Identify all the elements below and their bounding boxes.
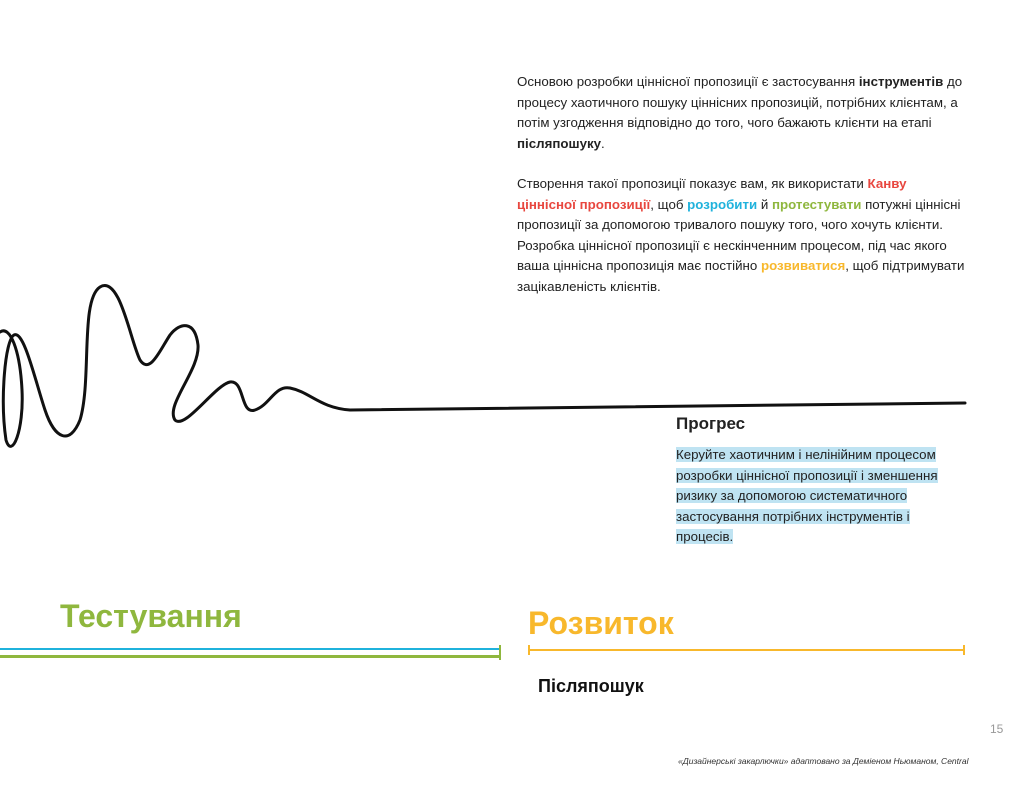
text-test: протестувати bbox=[771, 196, 862, 212]
progress-title: Прогрес bbox=[676, 414, 746, 433]
text-design: розробити bbox=[687, 196, 758, 212]
text: Створення такої пропозиції показує вам, як використати bbox=[517, 176, 868, 191]
text-evolve: розвиватися bbox=[760, 258, 846, 273]
text-canvas: Канву ціннісної пропозиції bbox=[517, 176, 907, 212]
text: , щоб підтримувати зацікавленість клієнтів. bbox=[517, 258, 965, 294]
text: Основою розробки ціннісної пропозиції є застосування bbox=[517, 74, 859, 89]
testing-line-endcap bbox=[499, 645, 501, 660]
text: , щоб bbox=[650, 196, 688, 212]
testing-blue-line bbox=[0, 648, 500, 650]
progress-text bbox=[676, 445, 966, 548]
text: . bbox=[601, 135, 605, 151]
development-line-cap-left bbox=[528, 645, 530, 655]
intro-text bbox=[517, 72, 967, 317]
text: й bbox=[757, 196, 772, 212]
development-orange-line bbox=[528, 649, 964, 651]
development-heading: Розвиток bbox=[528, 605, 674, 641]
development-line-cap-right bbox=[963, 645, 965, 655]
text: до процесу хаотичного пошуку ціннісних пропозицій, потрібних клієнтам, а потім узгодження відповідно до того, чого бажають клієнти на етапі bbox=[517, 74, 963, 130]
intro-paragraph-1 bbox=[517, 72, 967, 154]
footnote: «Дизайнерські закарлючки» адаптовано за Деміеном Ньюманом, Central bbox=[678, 756, 969, 766]
text-post-search: післяпошуку bbox=[517, 135, 602, 151]
intro-paragraph-2 bbox=[517, 174, 967, 297]
text: потужні ціннісні пропозиції за допомогою тривалого пошуку того, чого хочуть клієнти. Розробка ціннісної пропозиції є нескінченним процесом, під час якого ваша ціннісна пропозиція має постійно bbox=[517, 196, 961, 273]
post-search-heading: Післяпошук bbox=[538, 676, 644, 696]
page-number: 15 bbox=[990, 722, 1004, 736]
progress-text-highlighted: Керуйте хаотичним і нелінійним процесом розробки ціннісної пропозиції і зменшення ризику за допомогою систематичного застосування потрібних інструментів і процесів. bbox=[676, 447, 938, 544]
text-tools: інструментів bbox=[858, 74, 944, 89]
testing-green-line bbox=[0, 655, 500, 658]
testing-heading: Тестування bbox=[60, 598, 242, 634]
